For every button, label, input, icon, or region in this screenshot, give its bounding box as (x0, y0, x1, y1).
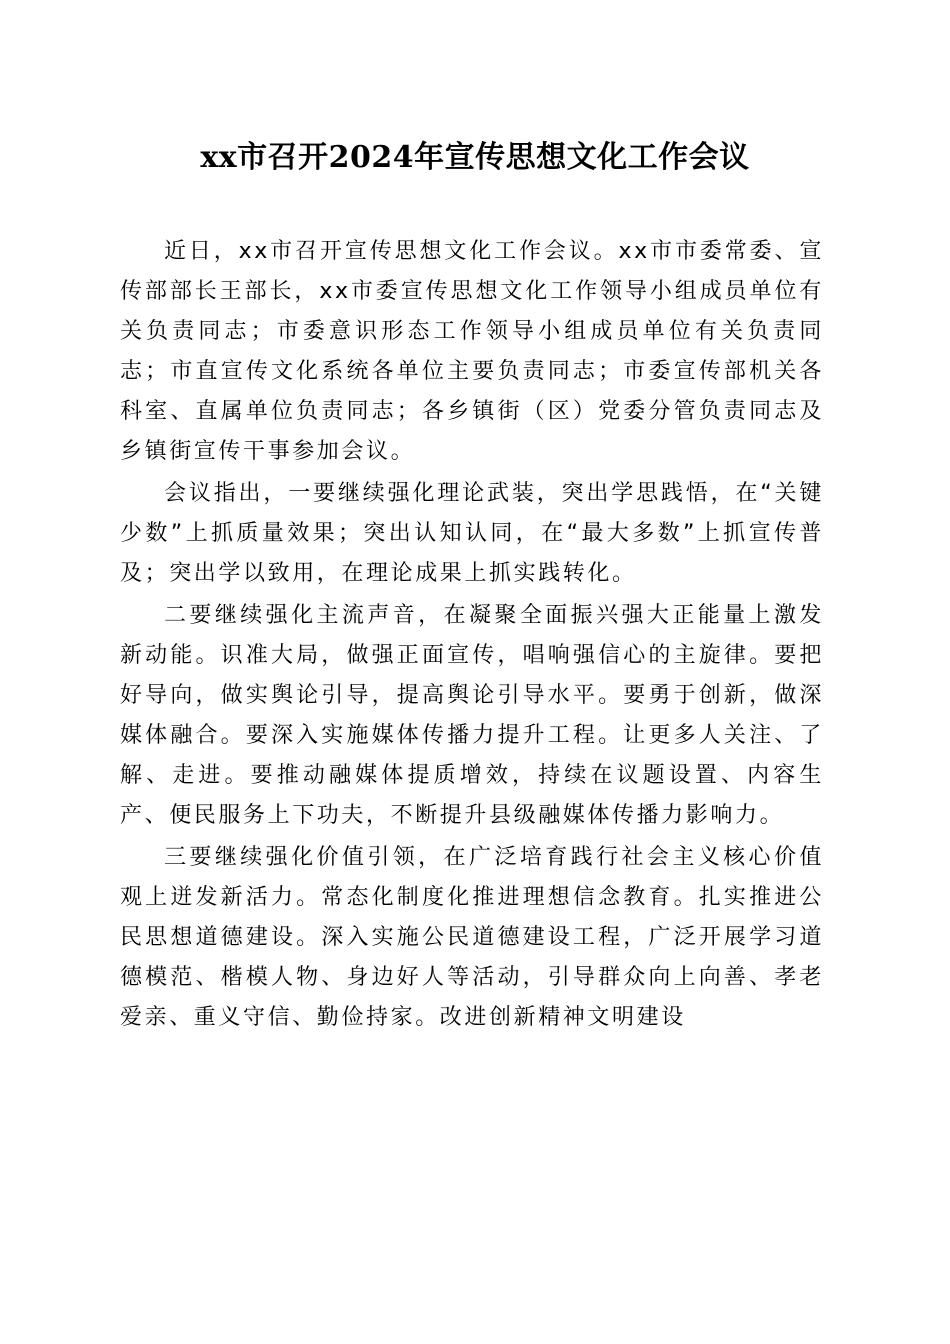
paragraph-theory: 会议指出，一要继续强化理论武装，突出学思践悟，在“关键少数”上抓质量效果；突出认知认同，在“最大多数”上抓宣传普及；突出学以致用，在理论成果上抓实践转化。 (120, 481, 824, 586)
document-body (120, 232, 824, 1038)
paragraph-mainstream-voice: 二要继续强化主流声音，在凝聚全面振兴强大正能量上激发新动能。识准大局，做强正面宣传，唱响强信心的主旋律。要把好导向，做实舆论引导，提高舆论引导水平。要勇于创新，做深媒体融合。要深入实施媒体传播力提升工程。让更多人关注、了解、走进。要推动融媒体提质增效，持续在议题设置、内容生产、便民服务上下功夫，不断提升县级融媒体传播力影响力。 (120, 603, 824, 828)
paragraph-attendees: 近日，xx市召开宣传思想文化工作会议。xx市市委常委、宣传部部长王部长，xx市委宣传思想文化工作领导小组成员单位有关负责同志；市委意识形态工作领导小组成员单位有关负责同志；市直宣传文化系统各单位主要负责同志；市委宣传部机关各科室、直属单位负责同志；各乡镇街（区）党委分管负责同志及乡镇街宣传干事参加会议。 (120, 239, 824, 464)
paragraph-value-guidance: 三要继续强化价值引领，在广泛培育践行社会主义核心价值观上迸发新活力。常态化制度化推进理想信念教育。扎实推进公民思想道德建设。深入实施公民道德建设工程，广泛开展学习道德模范、楷模人物、身边好人等活动，引导群众向上向善、孝老爱亲、重义守信、勤俭持家。改进创新精神文明建设 (120, 845, 824, 1030)
document-title: xx市召开2024年宣传思想文化工作会议 (200, 140, 750, 175)
